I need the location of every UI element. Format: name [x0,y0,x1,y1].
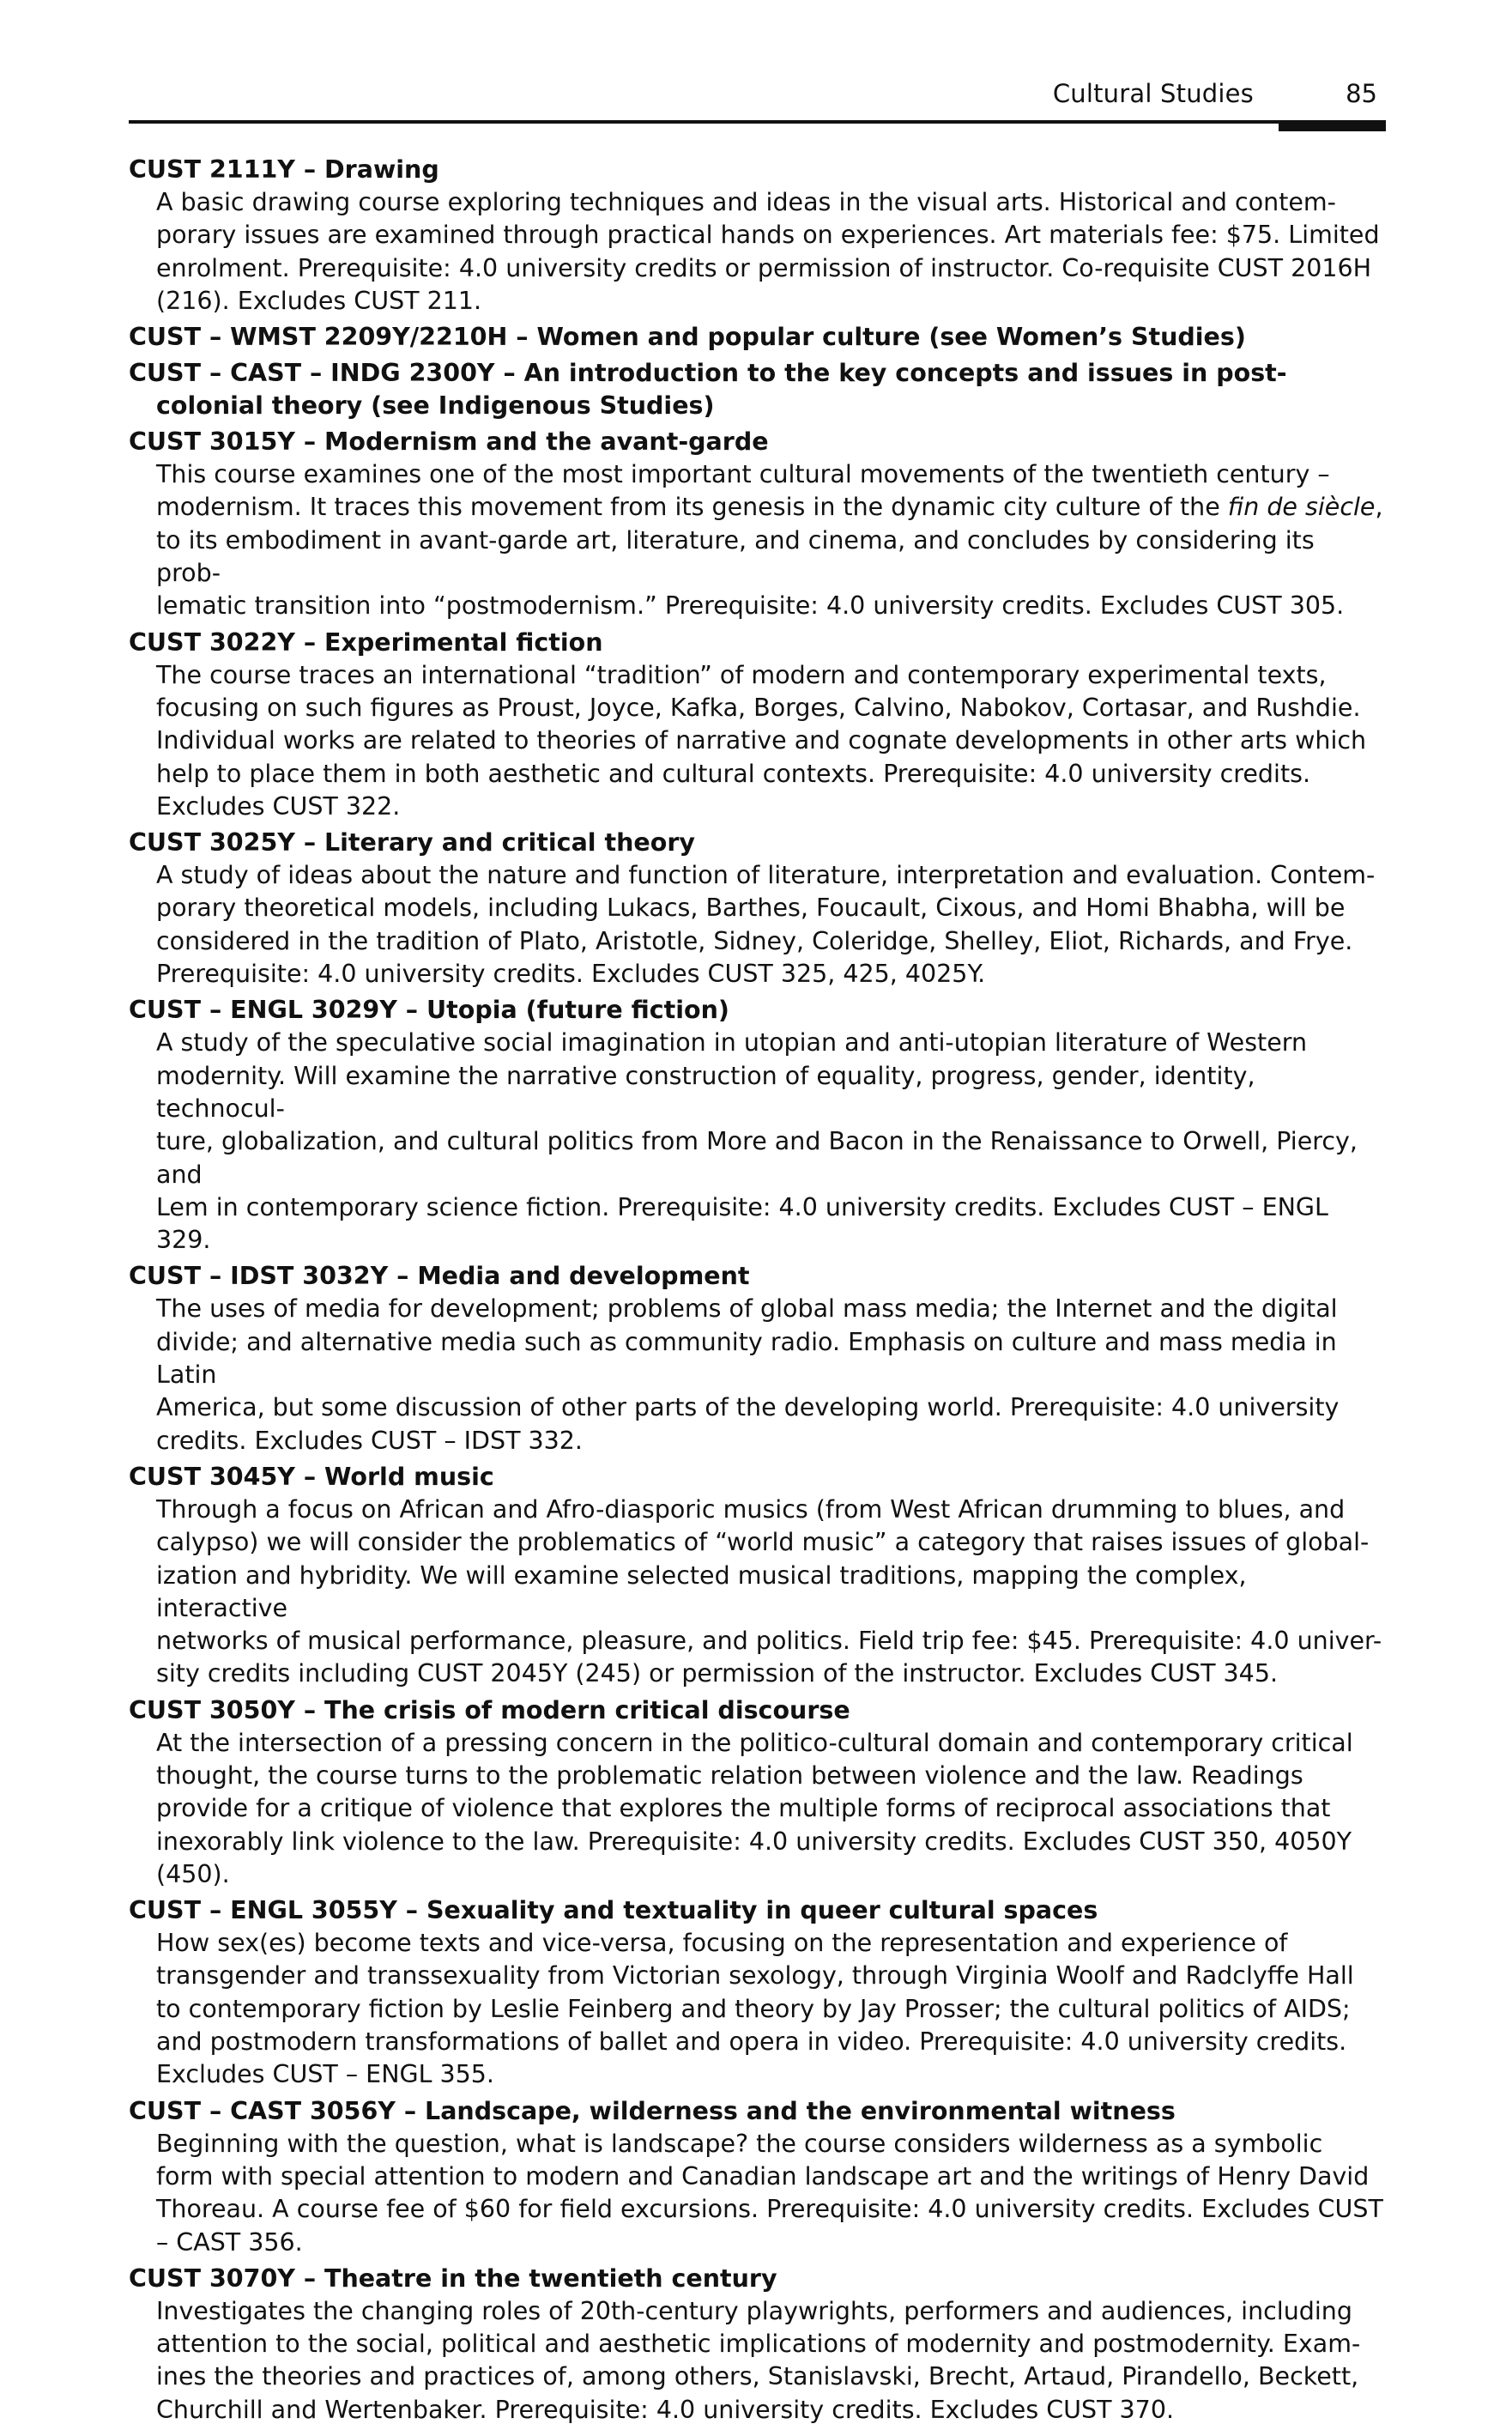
course-entry [129,2095,1384,2259]
course-entry [129,627,1384,823]
course-description: The uses of media for development; problems of global mass media; the Internet and the digital divide; and alternative media such as community radio. Emphasis on culture and mass media in Latin America, but some discussion of other parts of the developing world. Prerequisite: 4.0 university credits. Excludes CUST – IDST 332. [156,1294,1340,1455]
course-entry [129,321,1384,354]
course-description: A study of ideas about the nature and function of literature, interpretation and evaluation. Contem- porary theoretical models, including Lukacs, Barthes, Foucault, Cixous, and Homi Bhabha, will be considered in the tradition of Plato, Aristotle, Sidney, Coleridge, Shelley, Eliot, Richards, and Frye. Prerequisite: 4.0 university credits. Excludes CUST 325, 425, 4025Y. [156,861,1376,989]
description-text: , to its embodiment in avant-garde art, literature, and cinema, and concludes by considering its prob- lematic transition into “postmodernism.” Prerequisite: 4.0 university credits. Excludes CUST 305. [156,493,1383,621]
course-entry [129,827,1384,991]
course-entry [129,2263,1384,2427]
course-entry [129,1694,1384,1891]
course-description: Beginning with the question, what is landscape? the course considers wilderness as a symbolic form with special attention to modern and Canadian landscape art and the writings of Henry David Thoreau. A course fee of $60 for field excursions. Prerequisite: 4.0 university credits. Excludes CUST – CAST 356. [156,2129,1383,2257]
course-entry [129,154,1384,318]
course-title: CUST 3015Y – Modernism and the avant-garde [129,427,769,457]
course-title: CUST – ENGL 3055Y – Sexuality and textuality in queer cultural spaces [129,1896,1098,1925]
course-entry [129,994,1384,1257]
section-title: Cultural Studies [1052,79,1254,108]
course-title: CUST – ENGL 3029Y – Utopia (future fiction) [129,996,729,1025]
course-title: CUST – CAST – INDG 2300Y – An introduction to the key concepts and issues in post-colonial theory (see Indigenous Studies) [129,359,1287,421]
course-description: How sex(es) become texts and vice-versa, focusing on the representation and experience of transgender and transsexuality from Victorian sexology, through Virginia Woolf and Radclyffe Hall to contemporary fiction by Leslie Feinberg and theory by Jay Prosser; the cultural politics of AIDS; and postmodern transformations of ballet and opera in video. Prerequisite: 4.0 university credits. Excludes CUST – ENGL 355. [156,1929,1354,2089]
course-entry [129,357,1384,422]
page-header [129,76,1384,124]
course-entry [129,1260,1384,1457]
course-title: CUST – CAST 3056Y – Landscape, wilderness and the environmental witness [129,2096,1176,2125]
course-description [156,458,1384,622]
course-entry [129,1894,1384,2091]
header-tab-bar [1279,120,1386,131]
course-title: CUST 2111Y – Drawing [129,155,439,184]
description-italic-phrase: fin de siècle [1227,493,1376,522]
course-entry [129,426,1384,622]
course-title: CUST 3070Y – Theatre in the twentieth century [129,2263,777,2293]
page-number: 85 [1346,79,1377,108]
course-title: CUST – IDST 3032Y – Media and development [129,1262,750,1291]
description-text: This course examines one of the most important cultural movements of the twentieth century – modernism. It traces this movement from its genesis in the dynamic city culture of the [156,460,1330,522]
course-description: Through a focus on African and Afro-diasporic musics (from West African drumming to blues, and calypso) we will consider the problematics of “world music” a category that raises issues of global- ization and hybridity. We will examine selected musical traditions, mapping the complex, interactive networks of musical performance, pleasure, and politics. Field trip fee: $45. Prerequisite: 4.0 univer- sity credits including CUST 2045Y (245) or permission of the instructor. Excludes CUST 345. [156,1494,1382,1688]
course-title: CUST 3022Y – Experimental fiction [129,627,603,657]
course-title: CUST 3025Y – Literary and critical theory [129,828,695,857]
course-description: Investigates the changing roles of 20th-century playwrights, performers and audiences, including attention to the social, political and aesthetic implications of modernity and postmodernity. Exam- ines the theories and practices of, among others, Stanislavski, Brecht, Artaud, Pirandello, Beckett, Churchill and Wertenbaker. Prerequisite: 4.0 university credits. Excludes CUST 370. [156,2296,1361,2424]
course-description: A basic drawing course exploring techniques and ideas in the visual arts. Historical and contem- porary issues are examined through practical hands on experiences. Art materials fee: $75. Limited enrolment. Prerequisite: 4.0 university credits or permission of instructor. Co-requisite CUST 2016H (216). Excludes CUST 211. [156,188,1380,315]
course-title: CUST – WMST 2209Y/2210H – Women and popular culture (see Women’s Studies) [129,323,1246,352]
course-description: A study of the speculative social imagination in utopian and anti-utopian literature of Western modernity. Will examine the narrative construction of equality, progress, gender, identity, technocul- ture, globalization, and cultural politics from More and Bacon in the Renaissance to Orwell, Piercy, and Lem in contemporary science fiction. Prerequisite: 4.0 university credits. Excludes CUST – ENGL 329. [156,1028,1358,1255]
course-title: CUST 3045Y – World music [129,1462,494,1491]
course-title: CUST 3050Y – The crisis of modern critical discourse [129,1695,850,1724]
course-entry [129,1461,1384,1691]
course-list [129,154,1384,2430]
course-description: The course traces an international “tradition” of modern and contemporary experimental texts, focusing on such figures as Proust, Joyce, Kafka, Borges, Calvino, Nabokov, Cortasar, and Rushdie. Individual works are related to theories of narrative and cognate developments in other arts which help to place them in both aesthetic and cultural contexts. Prerequisite: 4.0 university credits. Excludes CUST 322. [156,660,1367,821]
course-description: At the intersection of a pressing concern in the politico-cultural domain and contemporary critical thought, the course turns to the problematic relation between violence and the law. Readings provide for a critique of violence that explores the multiple forms of reciprocal associations that inexorably link violence to the law. Prerequisite: 4.0 university credits. Excludes CUST 350, 4050Y (450). [156,1728,1353,1888]
